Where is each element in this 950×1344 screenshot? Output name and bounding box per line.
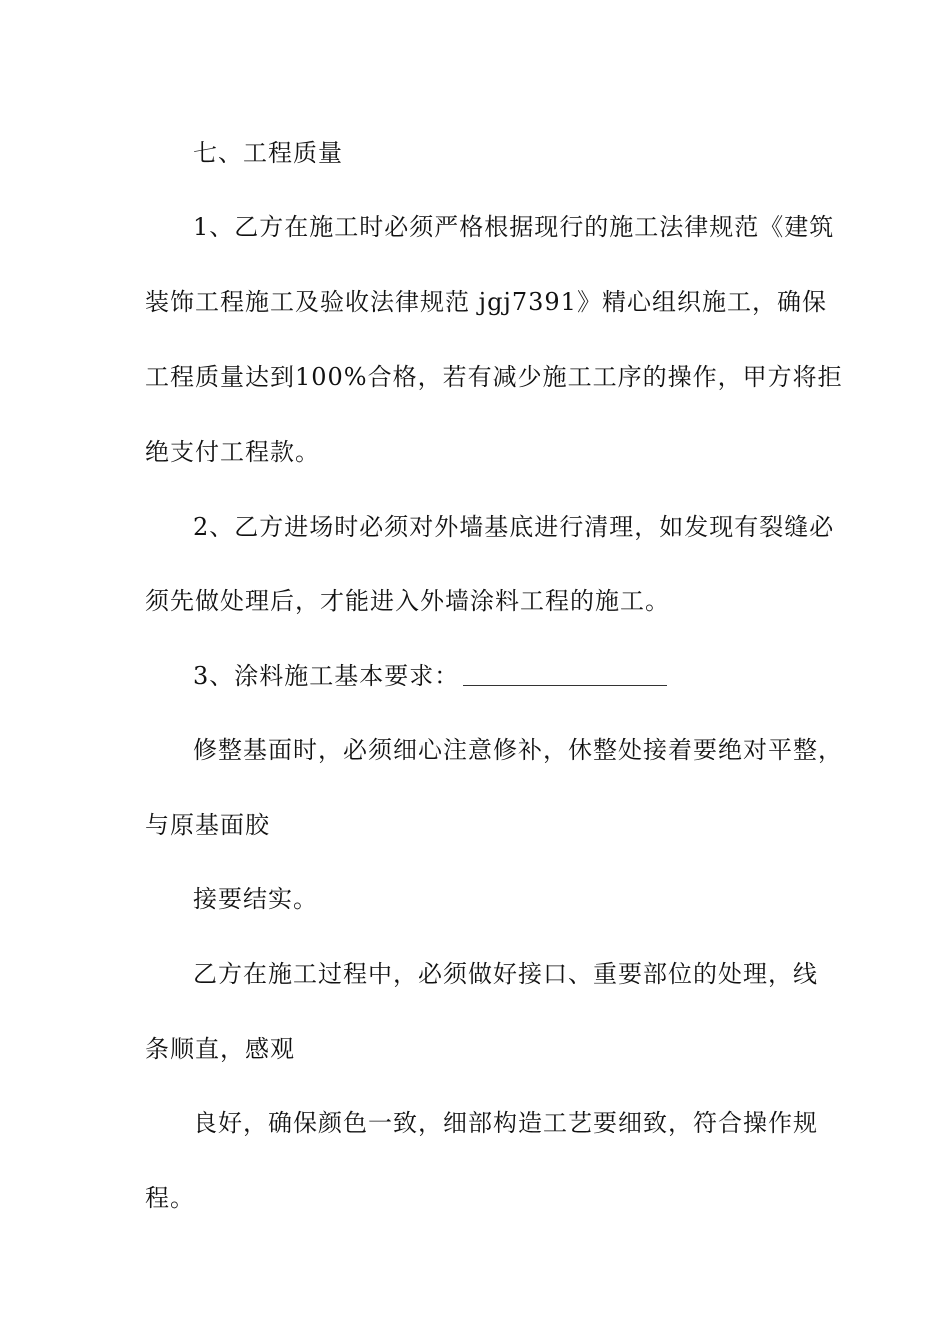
item2-line1: 2、乙方进场时必须对外墙基底进行清理，如发现有裂缝必 <box>193 513 835 541</box>
item3-label: 3、涂料施工基本要求： <box>193 662 460 690</box>
item1-line4: 绝支付工程款。 <box>145 438 320 466</box>
para-a-line2: 与原基面胶 <box>145 811 270 839</box>
para-b-line1: 乙方在施工过程中，必须做好接口、重要部位的处理，线 <box>193 960 818 988</box>
item3-label-line <box>193 661 667 691</box>
item1-line1: 1、乙方在施工时必须严格根据现行的施工法律规范《建筑 <box>193 213 835 241</box>
item1-line3: 工程质量达到100%合格，若有减少施工工序的操作，甲方将拒 <box>145 363 843 391</box>
para-a-line3: 接要结实。 <box>193 885 318 913</box>
item2-line2: 须先做处理后，才能进入外墙涂料工程的施工。 <box>145 587 670 615</box>
section-heading: 七、工程质量 <box>193 139 343 167</box>
para-a-line1: 修整基面时，必须细心注意修补，休整处接着要绝对平整， <box>193 736 843 764</box>
item1-line2: 装饰工程施工及验收法律规范 jgj7391》精心组织施工，确保 <box>145 288 827 316</box>
fill-in-blank <box>463 665 667 686</box>
para-b-line3: 良好，确保颜色一致，细部构造工艺要细致，符合操作规 <box>193 1109 818 1137</box>
para-b-line4: 程。 <box>145 1184 195 1212</box>
para-b-line2: 条顺直，感观 <box>145 1035 295 1063</box>
